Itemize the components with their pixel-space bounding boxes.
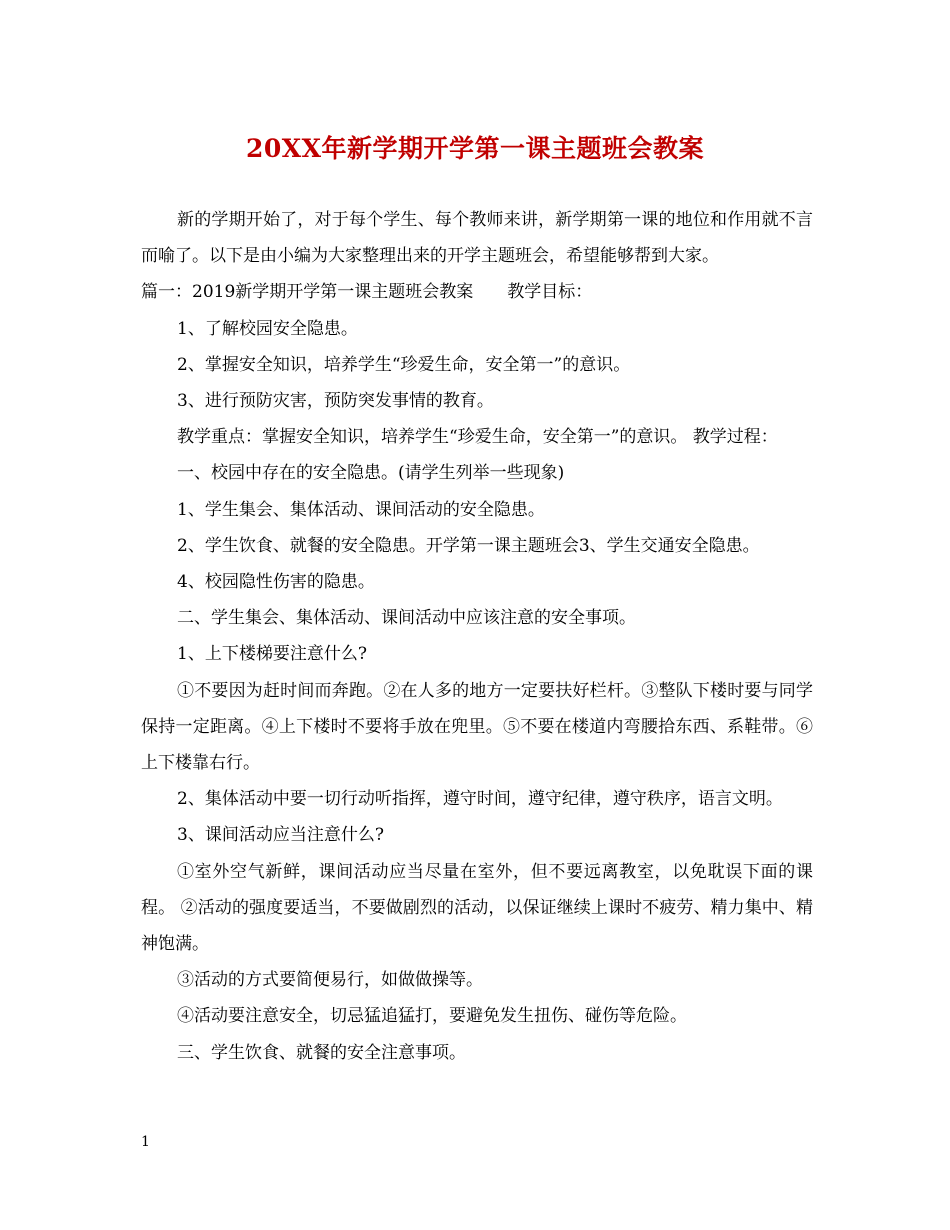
- paragraph: ①不要因为赶时间而奔跑。②在人多的地方一定要扶好栏杆。③整队下楼时要与同学保持一定距离。④上下楼时不要将手放在兜里。⑤不要在楼道内弯腰拾东西、系鞋带。⑥上下楼靠右行。: [141, 680, 813, 774]
- paragraph: 一、校园中存在的安全隐患。(请学生列举一些现象): [177, 463, 565, 484]
- paragraph: ④活动要注意安全，切忌猛追猛打，要避免发生扭伤、碰伤等危险。: [177, 1006, 687, 1027]
- document-body: [141, 202, 813, 1071]
- paragraph: 1、上下楼梯要注意什么?: [177, 644, 367, 665]
- paragraph: 3、进行预防灾害，预防突发事情的教育。: [177, 391, 494, 412]
- paragraph: 1、学生集会、集体活动、课间活动的安全隐患。: [177, 499, 545, 520]
- paragraph: 4、校园隐性伤害的隐患。: [177, 572, 375, 593]
- paragraph: 新的学期开始了，对于每个学生、每个教师来讲，新学期第一课的地位和作用就不言而喻了。以下是由小编为大家整理出来的开学主题班会，希望能够帮到大家。: [141, 210, 813, 267]
- page-number: 1: [141, 1134, 150, 1150]
- paragraph: ③活动的方式要简便易行，如做做操等。: [177, 970, 483, 991]
- paragraph: 教学重点：掌握安全知识，培养学生“珍爱生命，安全第一”的意识。 教学过程：: [177, 427, 778, 448]
- paragraph: 2、集体活动中要一切行动听指挥，遵守时间，遵守纪律，遵守秩序，语言文明。: [177, 789, 783, 810]
- paragraph: 2、掌握安全知识，培养学生“珍爱生命，安全第一”的意识。: [177, 354, 631, 375]
- paragraph: 篇一：2019新学期开学第一课主题班会教案 教学目标：: [141, 282, 593, 303]
- paragraph: ①室外空气新鲜，课间活动应当尽量在室外，但不要远离教室，以免耽误下面的课程。 ②活动的强度要适当，不要做剧烈的活动，以保证继续上课时不疲劳、精力集中、精神饱满。: [141, 861, 813, 955]
- paragraph: 三、学生饮食、就餐的安全注意事项。: [177, 1042, 466, 1063]
- paragraph: 3、课间活动应当注意什么?: [177, 825, 384, 846]
- document-title: 20XX年新学期开学第一课主题班会教案: [245, 134, 705, 163]
- paragraph: 1、了解校园安全隐患。: [177, 318, 358, 339]
- paragraph: 2、学生饮食、就餐的安全隐患。开学第一课主题班会3、学生交通安全隐患。: [177, 535, 760, 556]
- paragraph: 二、学生集会、集体活动、课间活动中应该注意的安全事项。: [177, 608, 636, 629]
